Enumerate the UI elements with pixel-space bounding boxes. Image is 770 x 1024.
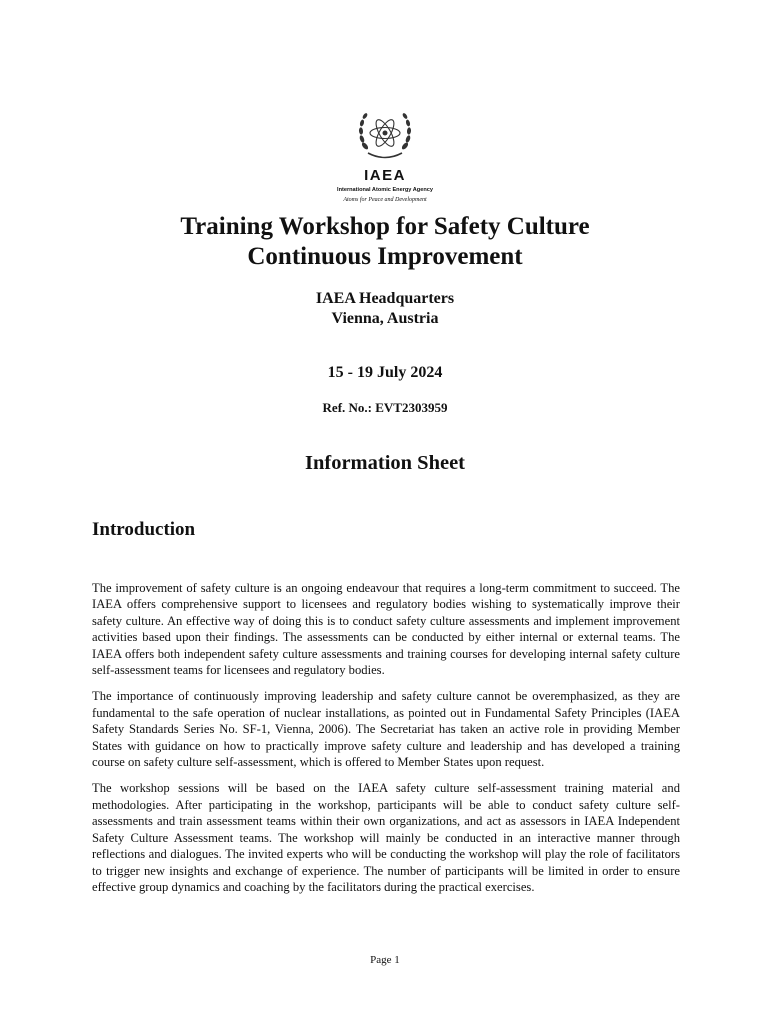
title-line-1: Training Workshop for Safety Culture bbox=[180, 213, 590, 240]
body-text bbox=[92, 580, 680, 905]
event-dates: 15 - 19 July 2024 bbox=[327, 364, 443, 381]
iaea-emblem-icon bbox=[356, 106, 414, 162]
logo-agency-name: International Atomic Energy Agency bbox=[337, 187, 433, 193]
page-number: Page 1 bbox=[370, 954, 400, 966]
paragraph-3: The workshop sessions will be based on the IAEA safety culture self-assessment training material and methodologies. After participating in the workshop, participants will be able to conduct safety culture self-assessments and train assessment teams within their own organizations, and act as assessors in IAEA Independent Safety Culture Assessment teams. The workshop will mainly be conducted in an interactive manner through reflections and dialogues. The invited experts who will be conducting the workshop will play the role of facilitators to trigger new insights and exchange of experience. The number of participants will be limited in order to ensure effective group dynamics and coaching by the facilitators during the practical exercises. bbox=[92, 781, 680, 894]
venue-line-2: Vienna, Austria bbox=[331, 310, 439, 327]
venue bbox=[0, 289, 770, 329]
reference-number: Ref. No.: EVT2303959 bbox=[322, 400, 448, 415]
logo-acronym: IAEA bbox=[364, 167, 406, 184]
venue-line-1: IAEA Headquarters bbox=[315, 290, 455, 307]
title-line-2: Continuous Improvement bbox=[247, 243, 523, 270]
paragraph-2: The importance of continuously improving leadership and safety culture cannot be overemphasized, as they are fundamental to the safe operation of nuclear installations, as pointed out in Fundamental Safety Principles (IAEA Safety Standards Series No. SF-1, Vienna, 2006). The Secretariat has taken an active role in providing Member States with guidance on how to practically improve safety culture and leadership and has developed a training course on safety culture self-assessment, which is offered to Member States upon request. bbox=[92, 689, 680, 770]
logo-motto: Atoms for Peace and Development bbox=[343, 197, 427, 203]
section-heading: Introduction bbox=[92, 519, 196, 540]
iaea-logo bbox=[0, 106, 770, 204]
paragraph-1: The improvement of safety culture is an ongoing endeavour that requires a long-term commitment to succeed. The IAEA offers comprehensive support to licensees and regulatory bodies wishing to systematically improve their safety culture. An effective way of doing this is to conduct safety culture assessments and implement improvement activities based upon their findings. The assessments can be conducted by either internal or external teams. The IAEA offers both independent safety culture assessments and training courses for developing internal safety culture self-assessment teams for licensees and regulatory bodies. bbox=[92, 581, 680, 678]
sheet-title: Information Sheet bbox=[304, 452, 465, 474]
document-title bbox=[0, 212, 770, 272]
